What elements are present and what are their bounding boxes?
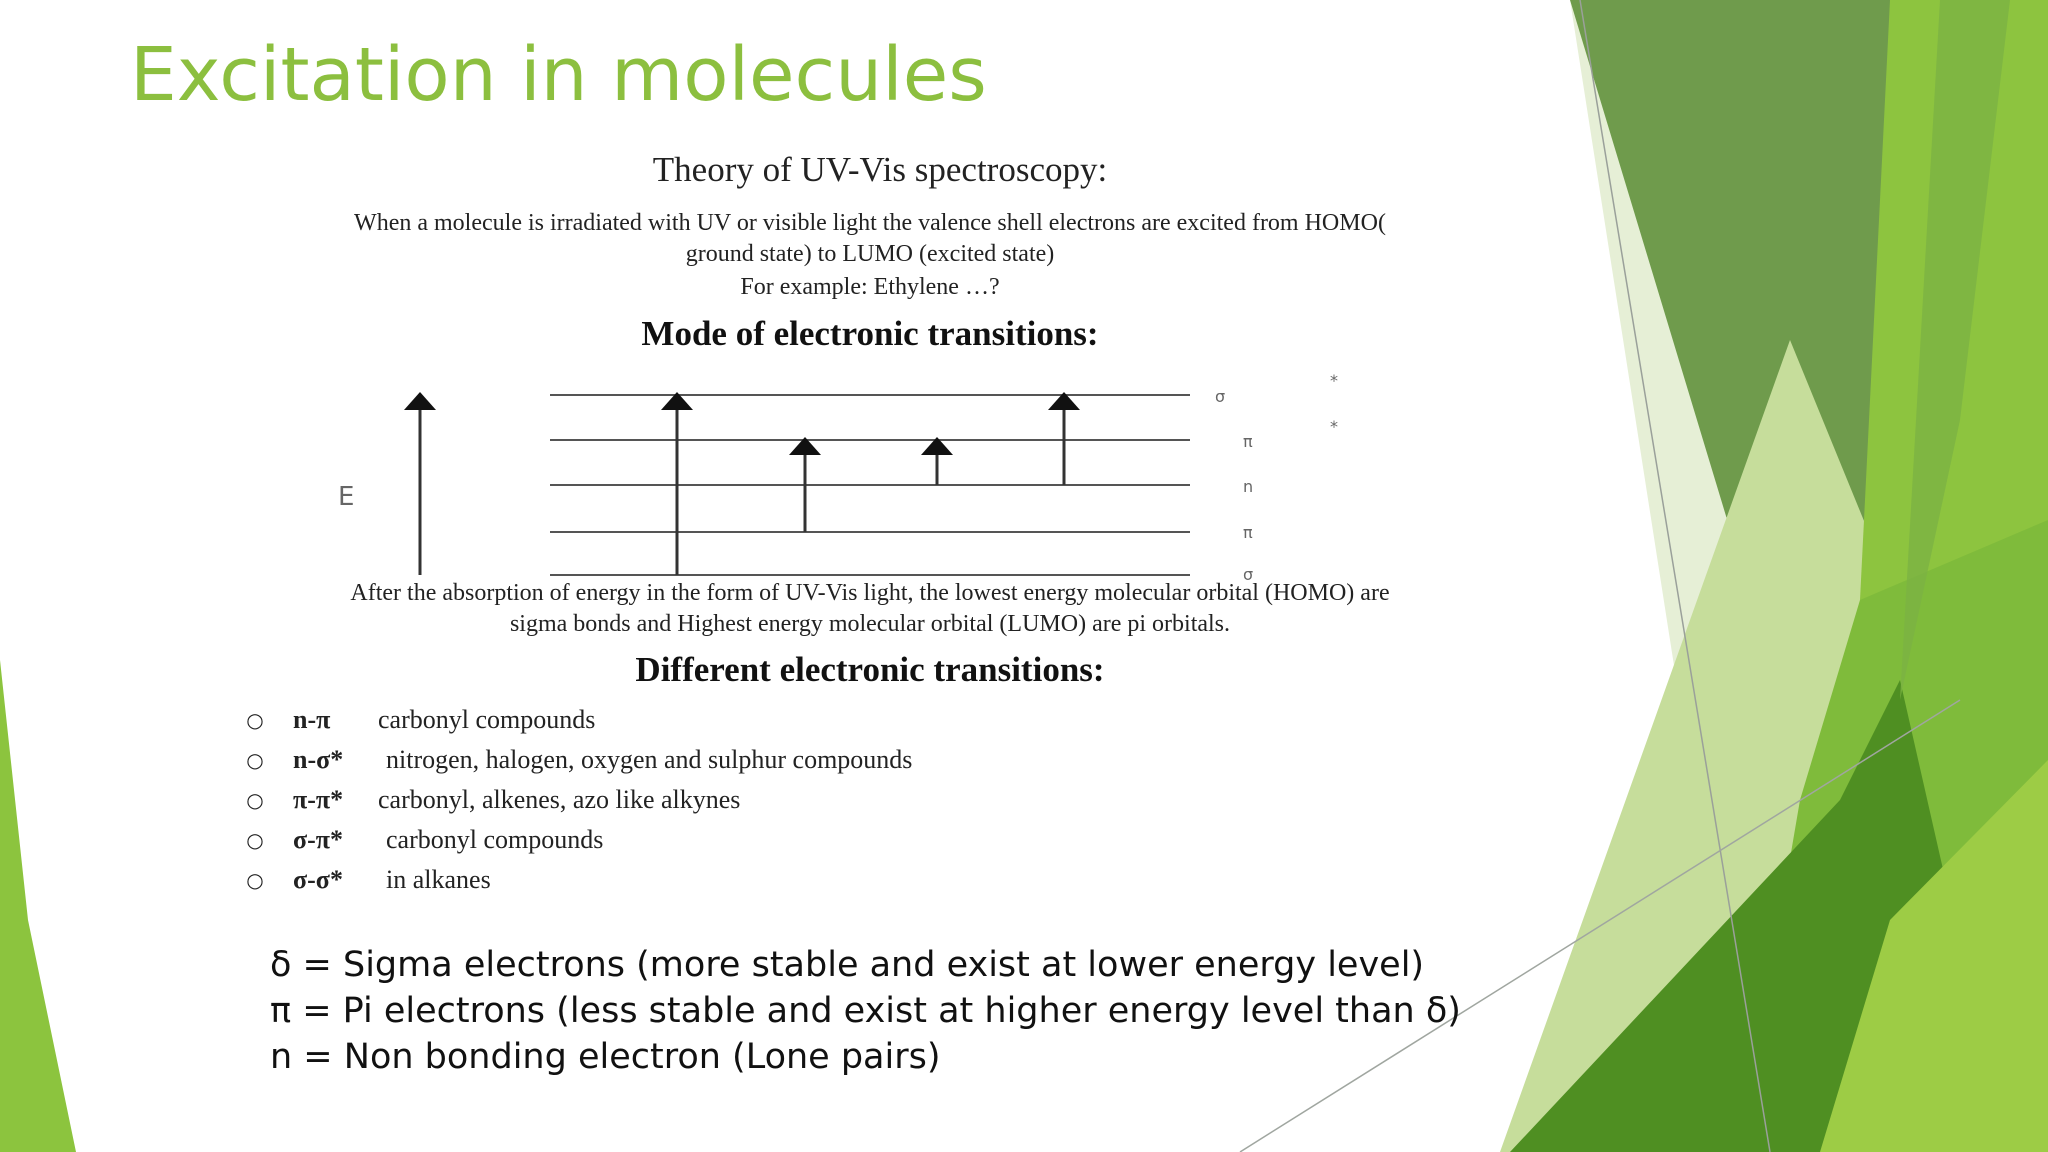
after-paragraph — [250, 578, 1490, 640]
orbital-label: σ — [1243, 565, 1254, 584]
bullet-icon: ○ — [246, 868, 264, 892]
transition-description: carbonyl compounds — [386, 825, 604, 854]
star-mark: * — [1330, 417, 1338, 436]
transition-diagram — [320, 370, 1420, 590]
intro-line-2: ground state) to LUMO (excited state) — [685, 241, 1055, 267]
transition-arrows — [420, 408, 1064, 575]
bullet-icon: ○ — [246, 708, 264, 732]
mode-heading: Mode of electronic transitions: — [641, 314, 1099, 353]
star-mark: * — [1330, 371, 1338, 390]
orbital-label: n — [1243, 477, 1254, 496]
definition-line: π = Pi electrons (less stable and exist at higher energy level than δ) — [270, 991, 1461, 1031]
example-line: For example: Ethylene …? — [740, 274, 1000, 300]
transition-symbol: σ-σ* — [293, 865, 343, 894]
different-heading: Different electronic transitions: — [635, 650, 1105, 689]
arrow-heads — [404, 392, 1080, 455]
bullet-icon: ○ — [246, 828, 264, 852]
transition-description: nitrogen, halogen, oxygen and sulphur compounds — [386, 745, 913, 774]
energy-label: E — [338, 482, 355, 512]
slide-title: Excitation in molecules — [130, 32, 987, 118]
definitions — [270, 942, 1461, 1080]
orbital-label: π — [1243, 432, 1253, 451]
orbital-label: π — [1243, 523, 1253, 542]
orbital-labels — [1215, 371, 1338, 584]
bullet-icon: ○ — [246, 748, 264, 772]
orbital-label: σ — [1215, 387, 1226, 406]
transition-description: in alkanes — [386, 865, 491, 894]
transition-symbol: n-π — [293, 705, 331, 734]
after-line-2: sigma bonds and Highest energy molecular orbital (LUMO) are pi orbitals. — [509, 611, 1231, 637]
after-line-1: After the absorption of energy in the form of UV-Vis light, the lowest energy molecular orbital (HOMO) are — [350, 580, 1390, 606]
intro-line-1: When a molecule is irradiated with UV or visible light the valence shell electrons are excited from HOMO( — [354, 210, 1386, 236]
definition-line: n = Non bonding electron (Lone pairs) — [270, 1037, 941, 1077]
energy-level-lines — [550, 395, 1190, 575]
transition-symbol: σ-π* — [293, 825, 344, 854]
transition-description: carbonyl compounds — [378, 705, 596, 734]
transition-symbol: π-π* — [293, 785, 344, 814]
definition-line: δ = Sigma electrons (more stable and exist at lower energy level) — [270, 945, 1425, 985]
intro-paragraph — [250, 208, 1490, 270]
figure-heading: Theory of UV-Vis spectroscopy: — [652, 150, 1108, 189]
transition-description: carbonyl, alkenes, azo like alkynes — [378, 785, 741, 814]
bullet-icon: ○ — [246, 788, 264, 812]
transition-symbol: n-σ* — [293, 745, 344, 774]
